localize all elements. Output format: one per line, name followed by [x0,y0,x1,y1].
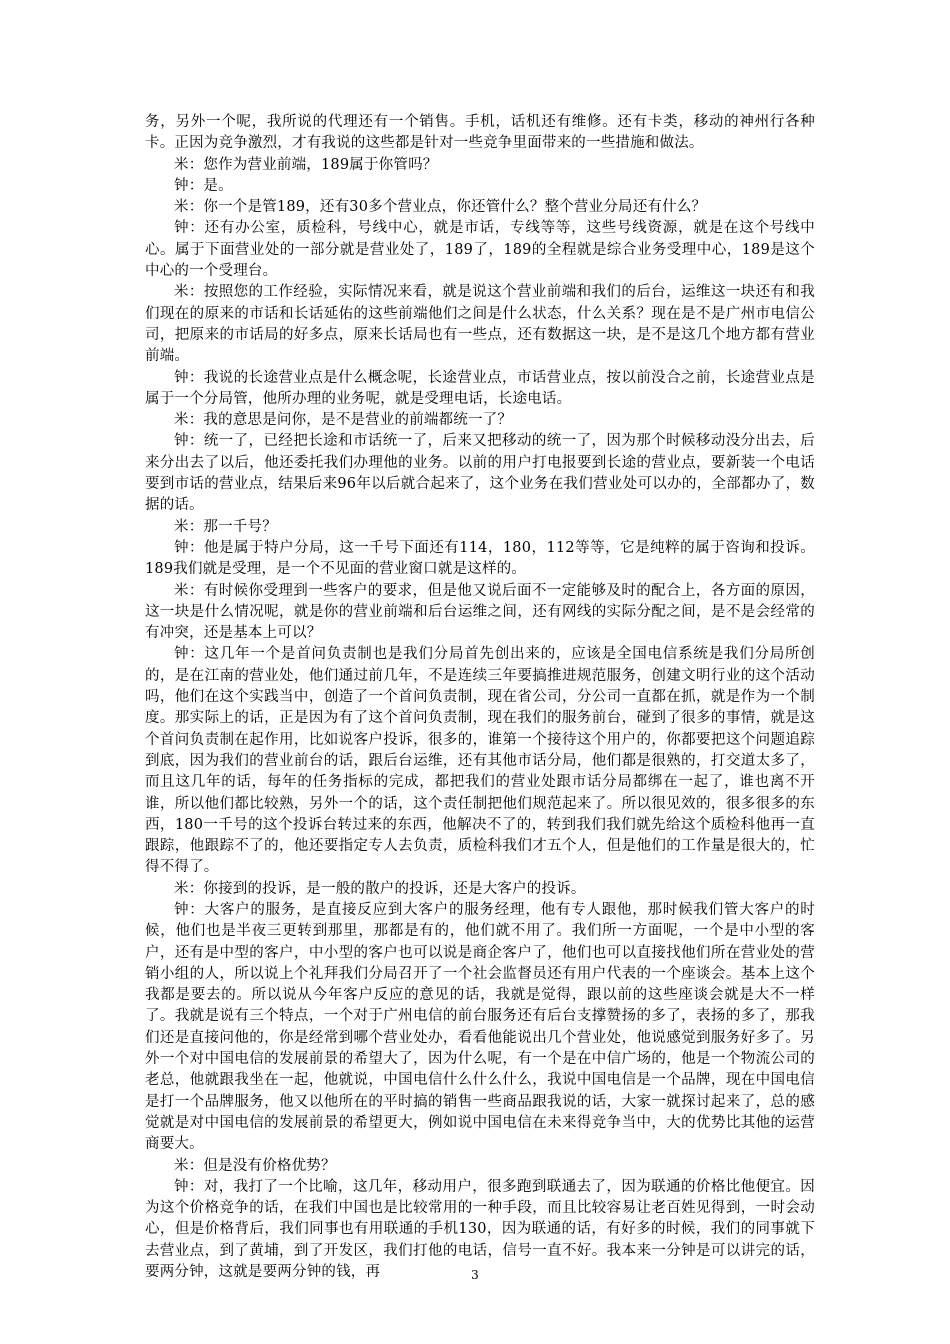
paragraph: 米：但是没有价格优势？ [174,1157,336,1174]
paragraph: 米：按照您的工作经验，实际情况来看，就是说这个营业前端和我们的后台，运维这一块还有和我们现在的原来的市话和长话延佑的这些前端他们之间是什么状态，什么关系？现在是不是广州市电信公司，把原来的市话局的好多点，原来长话局也有一些点，还有数据这一块，是不是这几个地方都有营业前端。 [145,284,815,365]
paragraph: 米：我的意思是问你，是不是营业的前端都统一了？ [174,412,513,429]
paragraph: 米：你接到的投诉，是一般的散户的投诉，还是大客户的投诉。 [174,880,586,897]
paragraph: 钟：大客户的服务，是直接反应到大客户的服务经理，他有专人跟他，那时候我们管大客户的时候，他们也是半夜三更转到那里，那都是有的，他们就不用了。我们所一方面呢，一个是中小型的客户，还有是中型的客户，中小型的客户也可以说是商企客户了，他们也可以直接找他们所在营业处的营销小组的人，所以说上个礼拜我们分局召开了一个社会监督员还有用户代表的一个座谈会。基本上这个我都是要去的。所以说从今年客户反应的意见的话，我就是觉得，跟以前的这些座谈会就是大不一样了。我就是说有三个特点，一个对于广州电信的前台服务还有后台支撑赞扬的多了，表扬的多了，那我们还是直接问他的，你是经常到哪个营业处办，看看他能说出几个营业处，他说感觉到服务好多了。另外一个对中国电信的发展前景的希望大了，因为什么呢，有一个是在中信广场的，他是一个物流公司的老总，他就跟我坐在一起，他就说，中国电信什么什么什么，我说中国电信是一个品牌，现在中国电信是打一个品牌服务，他又以他所在的平时搞的销售一些商品跟我说的话，大家一就探讨起来了，总的感觉就是对中国电信的发展前景的希望更大，例如说中国电信在未来得竞争当中，大的优势比其他的运营商要大。 [145,901,815,1153]
paragraph: 务，另外一个呢，我所说的代理还有一个销售。手机，话机还有维修。还有卡类，移动的神州行各种卡。正因为竞争激烈，才有我说的这些都是针对一些竞争里面带来的一些措施和做法。 [145,114,815,152]
paragraph: 钟：我说的长途营业点是什么概念呢，长途营业点，市话营业点，按以前没合之前，长途营业点是属于一个分局管，他所办理的业务呢，就是受理电话，长途电话。 [145,369,815,407]
paragraph: 钟：对，我打了一个比喻，这几年，移动用户，很多跑到联通去了，因为联通的价格比他便宜。因为这个价格竞争的话，在我们中国也是比较常用的一种手段，而且比较容易让老百姓见得到，一时会动心，但是价格背后，我们同事也有用联通的手机130，因为联通的话，有好多的时候，我们的同事就下去营业点，到了黄埔，到了开发区，我们打他的电话，信号一直不好。我本来一分钟是可以讲完的话，要两分钟，这就是要两分钟的钱，再 [145,1178,815,1281]
paragraph: 米：那一千号？ [174,518,277,535]
paragraph: 钟：这几年一个是首问负责制也是我们分局首先创出来的，应该是全国电信系统是我们分局所创的，是在江南的营业处，他们通过前几年，不是连续三年要搞推进规范服务，创建文明行业的这个活动吗，他们在这个实践当中，创造了一个首问负责制，现在省公司，分公司一直都在抓，就是作为一个制度。那实际上的话，正是因为有了这个首问负责制，现在我们的服务前台，碰到了很多的事情，就是这个首问负责制在起作用，比如说客户投诉，很多的，谁第一个接待这个用户的，你都要把这个问题追踪到底，因为我们的营业前台的话，跟后台运维，还有其他市话分局，他们都是很熟的，打交道太多了，而且这几年的话，每年的任务指标的完成，都把我们的营业处跟市话分局都绑在一起了，谁也离不开谁，所以他们都比较熟，另外一个的话，这个责任制把他们规范起来了。所以很见效的，很多很多的东西，180一千号的这个投诉台转过来的东西，他解决不了的，转到我们我们就先给这个质检科他再一直跟踪，他跟踪不了的，他还要指定专人去负责，质检科我们才五个人，但是他们的工作量是很大的，忙得不得了。 [145,646,815,876]
page-number: 3 [471,1268,479,1282]
paragraph: 米：您作为营业前端，189属于你管吗？ [174,156,438,173]
paragraph: 钟：他是属于特户分局，这一千号下面还有114，180，112等等，它是纯粹的属于咨询和投诉。189我们就是受理，是一个不见面的营业窗口就是这样的。 [145,539,815,578]
paragraph: 钟：统一了，已经把长途和市话统一了，后来又把移动的统一了，因为那个时候移动没分出去，后来分出去了以后，他还委托我们办理他的业务。以前的用户打电报要到长途的营业点，要新装一个电话要到市话的营业点，结果后来96年以后就合起来了，这个业务在我们营业处可以办的，全部都办了，数据的话。 [145,433,815,514]
paragraph: 米：有时候你受理到一些客户的要求，但是他又说后面不一定能够及时的配合上，各方面的原因，这一块是什么情况呢，就是你的营业前端和后台运维之间，还有网线的实际分配之间，是不是会经常的有冲突，还是基本上可以？ [145,582,815,642]
paragraph: 米：你一个是管189，还有30多个营业点，你还管什么？整个营业分局还有什么？ [174,199,707,216]
paragraph: 钟：还有办公室，质检科，号线中心，就是市话，专线等等，这些号线资源，就是在这个号线中心。属于下面营业处的一部分就是营业处了，189了，189的全程就是综合业务受理中心，189是这个中心的一个受理台。 [145,220,815,280]
paragraph: 钟：是。 [174,177,233,194]
document-body [145,112,815,1283]
